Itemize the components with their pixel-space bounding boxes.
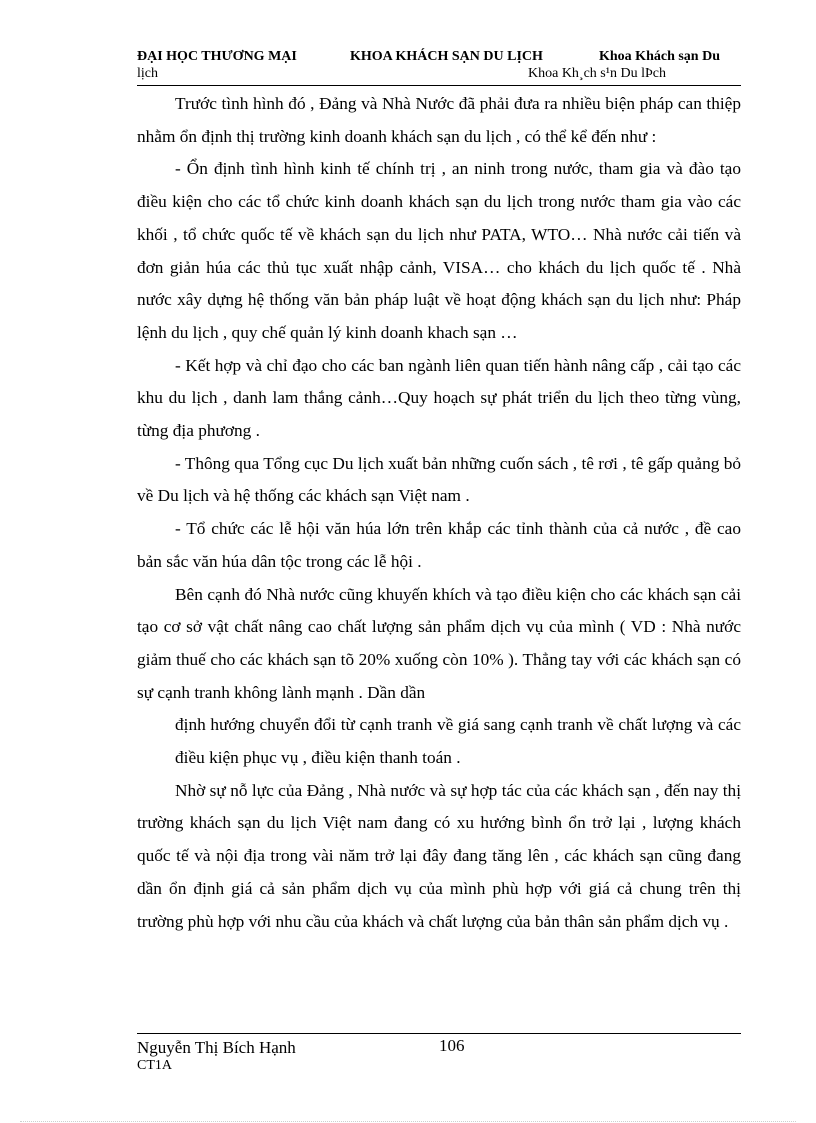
paragraph-publish: - Thông qua Tổng cục Du lịch xuất bản những cuốn sách , tê rơi , tê gấp quảng bỏ về Du lịch và hệ thống các khách sạn Việt nam . <box>137 453 741 506</box>
footer-page-number: 106 <box>439 1036 465 1055</box>
header-wrap-text: lịch <box>137 66 158 81</box>
footer-divider <box>137 1033 741 1034</box>
page-bottom-border <box>20 1121 796 1122</box>
paragraph-cooperate: - Kết hợp và chỉ đạo cho các ban ngành liên quan tiến hành nâng cấp , cải tạo các khu du lịch , danh lam thắng cảnh…Quy hoạch sự phát triển du lịch theo từng vùng, từng địa phương . <box>137 355 741 441</box>
paragraph-festivals: - Tổ chức các lễ hội văn húa lớn trên khắp các tỉnh thành của cả nước , đề cao bản sắc văn húa dân tộc trong các lễ hội . <box>137 519 741 571</box>
footer-author: Nguyễn Thị Bích Hạnh <box>137 1038 296 1057</box>
paragraph-intro: Trước tình hình đó , Đảng và Nhà Nước đã phải đưa ra nhiều biện pháp can thiệp nhằm ổn định thị trường kinh doanh khách sạn du lịch , có thể kể đến như : <box>137 94 741 146</box>
document-body <box>137 88 741 938</box>
header-university: ĐẠI HỌC THƯƠNG MẠI <box>137 49 297 64</box>
header-faculty-right: Khoa Khách sạn Du <box>599 49 720 64</box>
page-header <box>137 49 741 86</box>
paragraph-encourage: Bên cạnh đó Nhà nước cũng khuyến khích và tạo điều kiện cho các khách sạn cải tạo cơ sở vật chất nâng cao chất lượng sản phẩm dịch vụ của mình ( VD : Nhà nước giảm thuế cho các khách sạn tõ 20% xuống còn 10% ). Thẳng tay với các khách sạn có sự cạnh tranh không lành mạnh . Dần dần <box>137 584 741 702</box>
paragraph-orientation: định hướng chuyển đổi từ cạnh tranh về giá sang cạnh tranh về chất lượng và các điều kiện phục vụ , điều kiện thanh toán . <box>175 715 741 768</box>
footer-class-code: CT1A <box>137 1058 172 1073</box>
header-faculty-garbled: Khoa Kh¸ch s¹n Du lÞch <box>528 66 666 81</box>
paragraph-conclusion: Nhờ sự nỗ lực của Đảng , Nhà nước và sự hợp tác của các khách sạn , đến nay thị trường khách sạn du lịch Việt nam đang có xu hướng bình ổn trở lại , lượng khách quốc tế và nội địa trong vài năm trở lại đây đang tăng lên , các khách sạn cũng đang dần ổn định giá cả sản phẩm dịch vụ của mình phù hợp với giá cả chung trên thị trường phù hợp với nhu cầu của khách và chất lượng của bản thân sản phẩm dịch vụ . <box>137 780 741 931</box>
header-faculty: KHOA KHÁCH SẠN DU LỊCH <box>350 49 543 64</box>
paragraph-stabilize: - Ổn định tình hình kinh tế chính trị , an ninh trong nước, tham gia và đào tạo điều kiện cho các tổ chức kinh doanh khách sạn du lịch trong nước tham gia vào các khối , tổ chức quốc tế về khách sạn du lịch như PATA, WTO… Nhà nước cải tiến và đơn giản húa các thủ tục xuất nhập cảnh, VISA… cho khách du lịch quốc tế . Nhà nước xây dựng hệ thống văn bản pháp luật về hoạt động khách sạn du lịch như: Pháp lệnh du lịch , quy chế quản lý kinh doanh khach sạn … <box>137 159 741 342</box>
